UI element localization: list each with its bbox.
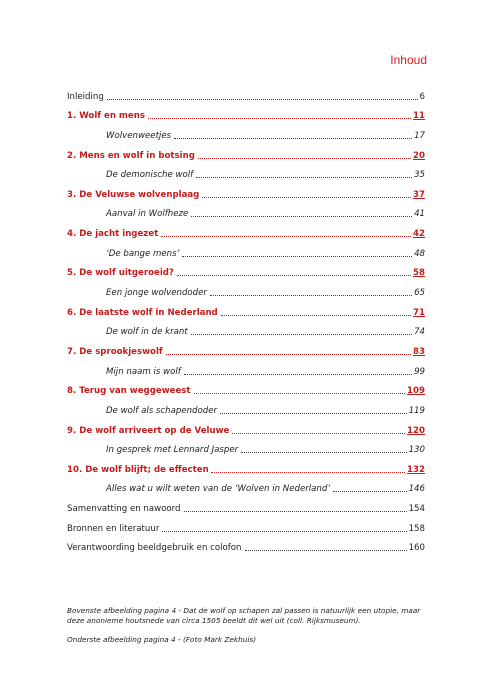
toc-entry-title: 9. De wolf arriveert op de Veluwe — [67, 425, 230, 436]
toc-entry-page-number: 37 — [413, 189, 425, 200]
dot-leader — [191, 323, 412, 335]
dot-leader — [196, 166, 412, 178]
toc-chapter-entry — [67, 298, 425, 318]
toc-entry-page-number: 146 — [408, 484, 425, 495]
dot-leader — [107, 88, 418, 100]
toc-entry-title: 6. De laatste wolf in Nederland — [67, 307, 218, 318]
toc-entry-title: Alles wat u wilt weten van de ‘Wolven in Nederland’ — [106, 484, 331, 495]
toc-entry-title: De demonische wolf — [106, 170, 194, 181]
toc-subsection-entry — [67, 318, 425, 338]
dot-leader — [210, 284, 412, 296]
dot-leader — [177, 264, 411, 276]
toc-entry-page-number: 6 — [419, 91, 425, 102]
toc-subsection-entry — [67, 161, 425, 181]
toc-subsection-entry — [67, 475, 425, 495]
dot-leader — [194, 382, 406, 394]
toc-chapter-entry — [67, 455, 425, 475]
toc-entry-title: Aanval in Wolfheze — [106, 209, 189, 220]
dot-leader — [182, 245, 412, 257]
toc-entry — [67, 534, 425, 554]
toc-entry-title: 7. De sprookjeswolf — [67, 346, 163, 357]
toc-entry-title: Samenvatting en nawoord — [67, 504, 181, 515]
dot-leader — [191, 205, 412, 217]
toc-entry-title: Bronnen en literatuur — [67, 523, 160, 534]
toc-entry-page-number: 48 — [414, 248, 425, 259]
dot-leader — [202, 186, 411, 198]
dot-leader — [211, 461, 405, 473]
toc-entry — [67, 82, 425, 102]
dot-leader — [198, 147, 411, 159]
dot-leader — [184, 500, 407, 512]
image-caption-note: Onderste afbeelding pagina 4 - (Foto Mark Zekhuis) — [67, 635, 257, 644]
toc-subsection-entry — [67, 436, 425, 456]
toc-chapter-entry — [67, 416, 425, 436]
toc-entry-title: Wolvenweetjes — [106, 130, 172, 141]
toc-entry-page-number: 83 — [413, 346, 425, 357]
toc-entry-title: 4. De jacht ingezet — [67, 229, 159, 240]
toc-chapter-entry — [67, 219, 425, 239]
toc-entry-title: Verantwoording beeldgebruik en colofon — [67, 543, 242, 554]
toc-entry — [67, 514, 425, 534]
dot-leader — [161, 225, 411, 237]
toc-chapter-entry — [67, 180, 425, 200]
toc-entry — [67, 494, 425, 514]
toc-entry-page-number: 130 — [408, 445, 425, 456]
toc-chapter-entry — [67, 102, 425, 122]
dot-leader — [166, 343, 411, 355]
toc-chapter-entry — [67, 259, 425, 279]
toc-entry-title: ‘De bange mens’ — [106, 248, 180, 259]
dot-leader — [221, 304, 411, 316]
toc-entry-page-number: 158 — [408, 523, 425, 534]
toc-entry-page-number: 11 — [413, 111, 425, 122]
toc-entry-page-number: 17 — [414, 130, 425, 141]
toc-entry-title: 8. Terug van weggeweest — [67, 386, 191, 397]
dot-leader — [174, 127, 412, 139]
dot-leader — [220, 402, 407, 414]
page-title: Inhoud — [390, 53, 427, 67]
dot-leader — [162, 520, 406, 532]
toc-entry-page-number: 120 — [407, 425, 425, 436]
toc-entry-page-number: 154 — [408, 504, 425, 515]
toc-entry-page-number: 160 — [408, 543, 425, 554]
toc-entry-page-number: 74 — [414, 327, 425, 338]
toc-subsection-entry — [67, 239, 425, 259]
toc-entry-page-number: 132 — [407, 464, 425, 475]
toc-entry-page-number: 58 — [413, 268, 425, 279]
toc-entry-title: De wolf als schapendoder — [106, 405, 218, 416]
toc-subsection-entry — [67, 121, 425, 141]
toc-entry-title: De wolf in de krant — [106, 327, 188, 338]
toc-chapter-entry — [67, 337, 425, 357]
toc-entry-page-number: 99 — [414, 366, 425, 377]
toc-entry-title: 5. De wolf uitgeroeid? — [67, 268, 174, 279]
toc-entry-page-number: 109 — [407, 386, 425, 397]
toc-entry-title: In gesprek met Lennard Jasper — [106, 445, 239, 456]
dot-leader — [232, 422, 405, 434]
image-caption-note: Bovenste afbeelding pagina 4 - Dat de wolf op schapen zal passen is natuurlijk een utopie, maar deze anonieme houtsnede van circa 1505 beeldt dit wel uit (coll. Rijksmuseum). — [67, 606, 421, 625]
toc-chapter-entry — [67, 141, 425, 161]
toc-entry-title: 10. De wolf blijft; de effecten — [67, 464, 209, 475]
toc-subsection-entry — [67, 200, 425, 220]
toc-chapter-entry — [67, 377, 425, 397]
dot-leader — [333, 480, 407, 492]
toc-entry-title: 1. Wolf en mens — [67, 111, 145, 122]
toc-subsection-entry — [67, 278, 425, 298]
toc-entry-title: 3. De Veluwse wolvenplaag — [67, 189, 200, 200]
toc-subsection-entry — [67, 396, 425, 416]
toc-entry-page-number: 42 — [413, 229, 425, 240]
dot-leader — [184, 363, 412, 375]
toc-entry-page-number: 35 — [414, 170, 425, 181]
footnotes — [67, 606, 429, 654]
toc-entry-page-number: 65 — [414, 288, 425, 299]
toc-entry-title: Inleiding — [67, 91, 104, 102]
dot-leader — [148, 107, 411, 119]
dot-leader — [241, 441, 406, 453]
toc-subsection-entry — [67, 357, 425, 377]
table-of-contents — [67, 82, 425, 553]
toc-entry-page-number: 71 — [413, 307, 425, 318]
toc-entry-page-number: 20 — [413, 150, 425, 161]
toc-entry-title: 2. Mens en wolf in botsing — [67, 150, 195, 161]
toc-entry-page-number: 119 — [408, 405, 425, 416]
toc-entry-title: Mijn naam is wolf — [106, 366, 181, 377]
toc-entry-page-number: 41 — [414, 209, 425, 220]
toc-entry-title: Een jonge wolvendoder — [106, 288, 207, 299]
dot-leader — [245, 539, 407, 551]
